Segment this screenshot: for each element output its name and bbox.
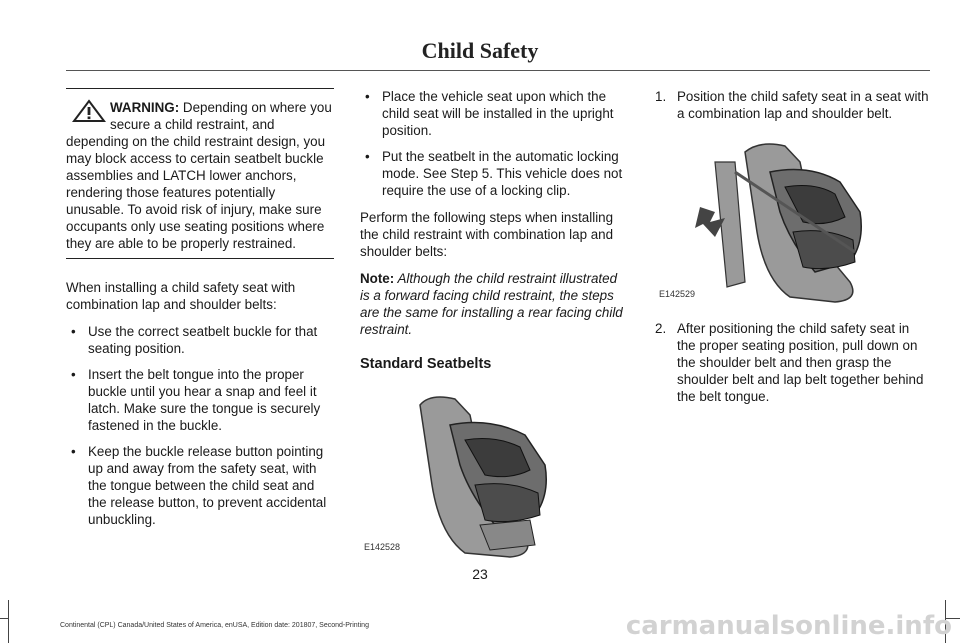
warning-triangle-icon [72, 99, 106, 127]
list-item: • Use the correct seatbelt buckle for that seating position. [66, 323, 334, 357]
column-3 [655, 88, 930, 415]
page-title: Child Safety [421, 38, 539, 63]
intro-paragraph: When installing a child safety seat with combination lap and shoulder belts: [66, 280, 296, 312]
warning-label: WARNING: [110, 100, 180, 115]
figure-id: E142529 [659, 289, 696, 299]
list-item: • Keep the buckle release button pointing up and away from the safety seat, with the tongue between the child seat and the release button, to prevent accidental unbuckling. [66, 443, 334, 528]
col2-bullet-list [360, 88, 630, 199]
child-seat-with-belt-illustration [655, 132, 930, 312]
watermark: carmanualsonline.info [625, 611, 952, 641]
steps-list-continued [655, 320, 930, 405]
child-seat-figure-1 [360, 385, 630, 565]
crop-mark [8, 600, 9, 643]
page-number: 23 [472, 566, 488, 582]
list-item: • Insert the belt tongue into the proper buckle until you hear a snap and feel it latch. Make sure the tongue is securely fastened in the buckle. [66, 366, 334, 434]
list-item: • Put the seatbelt in the automatic locking mode. See Step 5. This vehicle does not require the use of a locking clip. [360, 148, 630, 199]
warning-text: Depending on where you secure a child restraint, and depending on the child restraint design, you may block access to certain seatbelt buckle assemblies and LATCH lower anchors, rendering those features potentially unusable. To avoid risk of injury, make sure occupants only use seating positions where they are able to be properly restrained. [66, 100, 332, 251]
child-seat-figure-2 [655, 132, 930, 312]
column-2 [360, 88, 630, 565]
step-text: Position the child safety seat in a seat with a combination lap and shoulder belt. [677, 89, 929, 121]
figure-id: E142528 [364, 542, 401, 552]
note-label: Note: [360, 271, 395, 286]
column-1 [66, 88, 334, 538]
step-item [655, 320, 930, 405]
steps-list [655, 88, 930, 122]
section-heading: Standard Seatbelts [360, 356, 492, 372]
col1-bullet-list [66, 323, 334, 528]
list-item: • Place the vehicle seat upon which the child seat will be installed in the upright position. [360, 88, 630, 139]
step-text: After positioning the child safety seat in the proper seating position, pull down on the shoulder belt and then grasp the shoulder belt and lap belt together behind the belt tongue. [677, 321, 924, 404]
step-item [655, 88, 930, 122]
child-seat-illustration [360, 385, 630, 565]
crop-mark [0, 618, 8, 619]
steps-intro-paragraph: Perform the following steps when installing the child restraint with combination lap and shoulder belts: [360, 210, 614, 259]
note-paragraph [360, 270, 630, 338]
note-text: Although the child restraint illustrated is a forward facing child restraint, the steps are the same for installing a rear facing child restraint. [360, 271, 623, 337]
step-number: 1. [655, 89, 667, 104]
step-number: 2. [655, 321, 667, 336]
warning-box [66, 88, 334, 259]
footer-text: Continental (CPL) Canada/United States of America, enUSA, Edition date: 201807, Second-Printing [60, 622, 369, 629]
header-rule [66, 70, 930, 71]
